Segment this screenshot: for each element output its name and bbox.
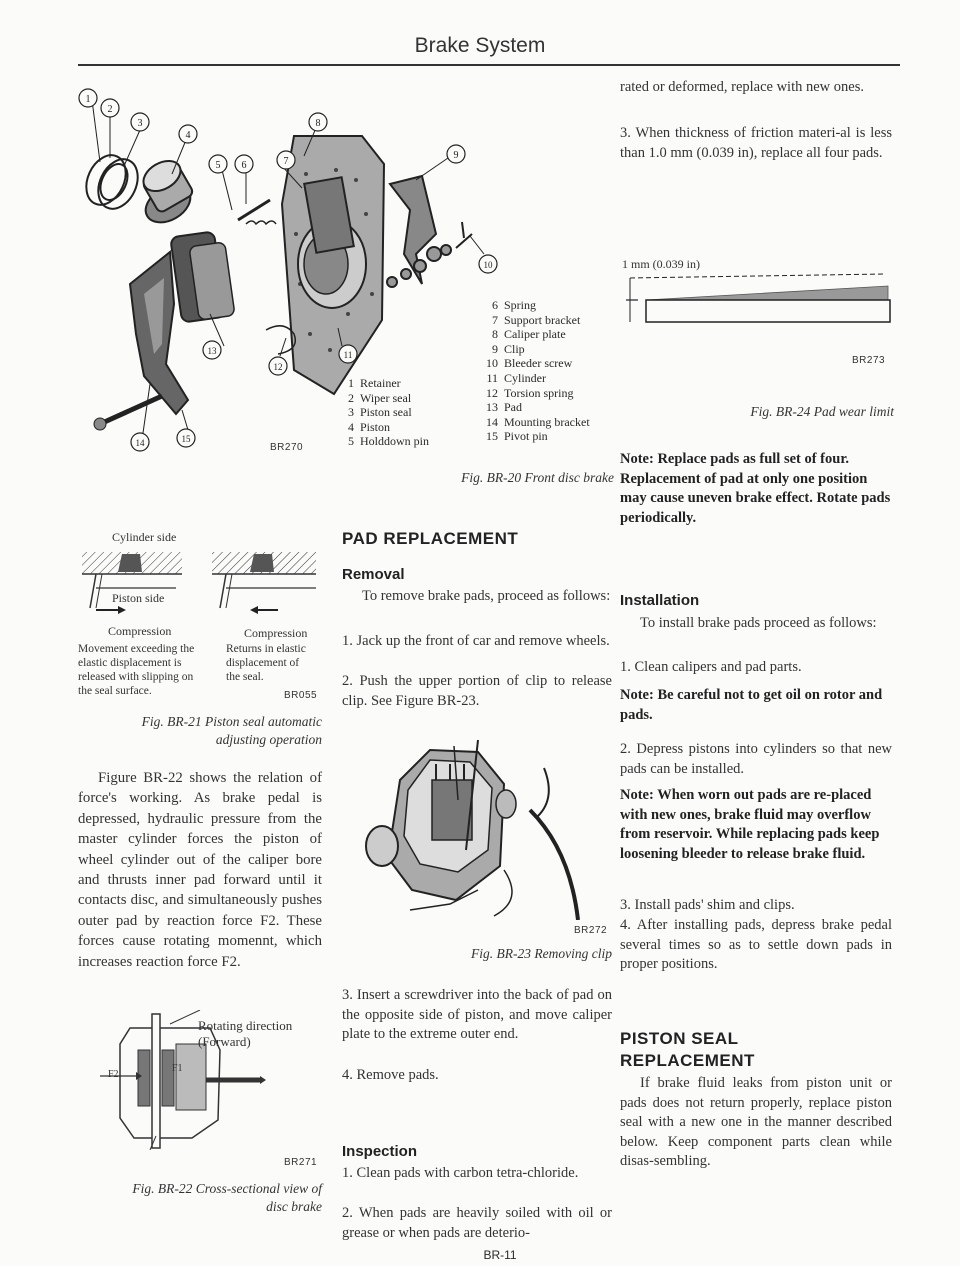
callout-8: 8 [315,118,321,129]
installation-step-4: 4. After installing pads, depress brake pedal several times so as to settle down pads in proper positions. [620,917,892,972]
fig-br21-cylinder-side-label: Cylinder side [112,530,177,544]
fig-br20-caption: Fig. BR-20 Front disc brake [461,470,614,485]
removal-step-4: 4. Remove pads. [342,1067,439,1083]
inspection-step-3: 3. When thickness of friction materi-al is less than 1.0 mm (0.039 in), replace all four pads. [620,125,892,161]
piston-seal-paragraph: If brake fluid leaks from piston unit or pads does not return properly, replace piston seal with a new one in the manner described below. Keep component parts clean while disas-sembling. [620,1075,892,1169]
inspection-continued: rated or deformed, replace with new ones. [620,79,864,95]
heading-pad-replacement: PAD REPLACEMENT [342,529,519,548]
fig-br20-code: BR270 [270,442,304,453]
fig-br21-code: BR055 [284,690,318,701]
callout-4: 4 [185,130,191,141]
legend-item: 7 Support bracket [492,312,581,327]
fig-br21-piston-side-label: Piston side [112,591,165,605]
legend-item: 9 Clip [492,341,525,356]
fig-br22-code: BR271 [284,1157,318,1168]
removal-step-2: 2. Push the upper portion of clip to release clip. See Figure BR-23. [342,673,612,709]
fig-br22-f1-label: F1 [172,1063,183,1074]
note-brake-fluid: Note: When worn out pads are re-placed with new ones, brake fluid may overflow from reservoir. While replacing pads keep loosening bleeder to release brake fluid. [620,787,880,862]
fig-br20-legend-right [484,298,590,444]
fig-br21-left-text: Movement exceeding the elastic displacement is released with slipping on the seal surface. [78,643,195,697]
heading-installation: Installation [620,592,700,609]
callout-12: 12 [273,362,283,372]
fig-br21-right-text: Returns in elastic displacement of the seal. [226,643,306,683]
fig-br23-removing-clip [360,740,610,920]
legend-item: 11 Cylinder [486,370,546,385]
legend-item: 6 Spring [492,298,537,312]
note-replace-pads: Note: Replace pads as full set of four. Replacement of pad at only one position may cause uneven brake effect. Rotate pads periodically. [620,451,891,526]
left-paragraph: Figure BR-22 shows the relation of force's working. As brake pedal is depressed, hydraulic pressure from the master cylinder forces the piston of wheel cylinder out of the caliper bore and thrusts inner pad forward until it contacts disc, and simultaneously pushes outer pad by reaction force F2. These forces cause rotating momennt, which increases reaction force F2. [78,770,322,970]
header-rule [78,64,900,66]
callout-3: 3 [137,118,143,129]
fig-br24-code: BR273 [852,355,886,366]
legend-item: 10 Bleeder screw [486,356,573,371]
note-oil: Note: Be careful not to get oil on rotor and pads. [620,687,883,723]
fig-br21-seal-diagram [82,548,322,618]
callout-11: 11 [343,350,353,360]
fig-br21-compression-left: Compression [108,624,172,638]
fig-br24-caption: Fig. BR-24 Pad wear limit [750,404,894,419]
callout-14: 14 [135,438,145,448]
installation-step-2: 2. Depress pistons into cylinders so that new pads can be installed. [620,741,892,777]
removal-step-1: 1. Jack up the front of car and remove wheels. [342,633,610,649]
fig-br20-legend-left [340,376,429,449]
installation-step-1: 1. Clean calipers and pad parts. [620,659,802,675]
callout-2: 2 [107,104,113,115]
legend-item: 8 Caliper plate [492,327,566,342]
installation-step-3: 3. Install pads' shim and clips. [620,897,795,913]
inspection-step-1: 1. Clean pads with carbon tetra-chloride. [342,1165,579,1181]
legend-item: 15 Pivot pin [486,429,548,444]
legend-item: 1 Retainer [348,376,401,390]
heading-inspection: Inspection [342,1143,418,1160]
fig-br21-compression-right: Compression [244,626,308,640]
fig-br20-exploded-illustration [70,84,520,464]
callout-7: 7 [283,156,289,167]
callout-5: 5 [215,160,221,171]
legend-item: 12 Torsion spring [486,385,574,400]
fig-br21-caption: Fig. BR-21 Piston seal automatic adjusting operation [141,714,322,747]
legend-item: 4 Piston [348,419,391,434]
fig-br23-code: BR272 [574,925,608,936]
removal-intro: To remove brake pads, proceed as follows: [362,588,611,604]
callout-1: 1 [85,94,91,105]
legend-item: 3 Piston seal [348,405,412,420]
heading-piston-seal-replacement: PISTON SEAL REPLACEMENT [620,1029,755,1070]
fig-br23-caption: Fig. BR-23 Removing clip [471,946,612,961]
fig-br22-rotation-label: Rotating direction (Forward) [198,1018,293,1049]
callout-15: 15 [181,434,191,444]
fig-br24-dimension-label: 1 mm (0.039 in) [622,257,700,271]
legend-item: 14 Mounting bracket [486,414,590,429]
installation-intro: To install brake pads proceed as follows: [640,615,877,631]
page-number: BR-11 [483,1248,517,1262]
legend-item: 13 Pad [486,400,522,415]
inspection-step-2: 2. When pads are heavily soiled with oil or grease or when pads are deterio- [342,1205,612,1241]
legend-item: 2 Wiper seal [348,390,412,405]
callout-13: 13 [207,346,217,356]
callout-9: 9 [453,150,459,161]
fig-br22-caption: Fig. BR-22 Cross-sectional view of disc brake [132,1181,322,1214]
callout-10: 10 [483,260,493,270]
page-title: Brake System [414,34,546,57]
heading-removal: Removal [342,566,405,583]
removal-step-3: 3. Insert a screwdriver into the back of pad on the opposite side of piston, and move caliper plate to the extreme outer end. [342,987,612,1042]
legend-item: 5 Holddown pin [348,434,429,449]
fig-br24-pad-wear-diagram [616,272,896,332]
fig-br22-f2-label: F2 [108,1069,119,1080]
callout-6: 6 [241,160,247,171]
